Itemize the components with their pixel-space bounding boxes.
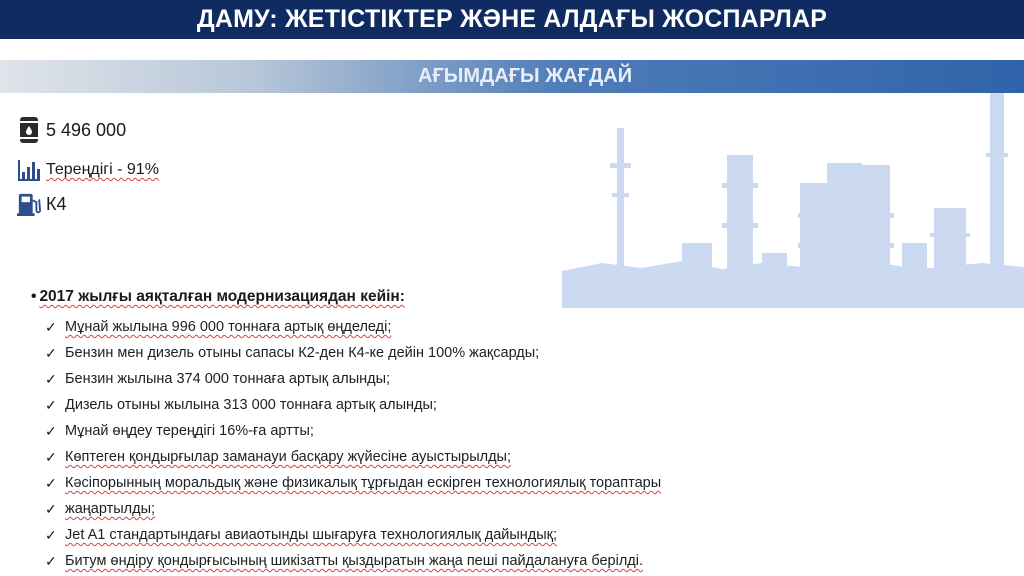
list-item-text: Мұнай жылына 996 000 тоннаға артық өңделеді; xyxy=(65,319,392,335)
check-icon: ✓ xyxy=(45,553,57,569)
list-item xyxy=(45,496,661,522)
stat-depth-text xyxy=(46,161,159,179)
stat-volume-text: 5 496 000 xyxy=(46,119,127,140)
section-bar xyxy=(0,60,1024,93)
fuel-pump-icon xyxy=(17,190,41,218)
stat-standard-text: К4 xyxy=(46,193,67,214)
list-item-text: Jet A1 стандартындағы авиаотынды шығаруға технологиялық дайындық; xyxy=(65,527,558,543)
page-title: ДАМУ: ЖЕТІСТІКТЕР ЖӘНЕ АЛДАҒЫ ЖОСПАРЛАР xyxy=(196,5,828,33)
list-item xyxy=(45,418,661,444)
check-icon: ✓ xyxy=(45,501,57,517)
list-item-text: Көптеген қондырғылар заманауи басқару жүйесіне ауыстырылды; xyxy=(65,449,512,465)
intro-heading xyxy=(31,288,405,306)
bar-chart-icon xyxy=(17,156,41,184)
stat-volume xyxy=(17,116,126,144)
section-title: АҒЫМДАҒЫ ЖАҒДАЙ xyxy=(418,65,633,87)
check-icon: ✓ xyxy=(45,475,57,491)
stat-standard xyxy=(17,190,67,218)
list-item-text: Кәсіпорынның моральдық және физикалық тұрғыдан ескірген технологиялық тораптары xyxy=(65,475,662,491)
list-item-text: Битум өндіру қондырғысының шикізатты қыздыратын жаңа пеші пайдалануға берілді. xyxy=(65,553,643,569)
list-item xyxy=(45,392,661,418)
check-icon: ✓ xyxy=(45,527,57,543)
list-item-text: Бензин жылына 374 000 тоннаға артық алынды; xyxy=(65,371,391,387)
achievements-list xyxy=(45,314,661,574)
check-icon: ✓ xyxy=(45,345,57,361)
refinery-silhouette xyxy=(562,93,1024,308)
list-item xyxy=(45,522,661,548)
list-item xyxy=(45,548,661,574)
check-icon: ✓ xyxy=(45,371,57,387)
list-item xyxy=(45,470,661,496)
list-item-text: жаңартылды; xyxy=(65,501,156,517)
list-item-text: Мұнай өңдеу тереңдігі 16%-ға артты; xyxy=(65,423,314,439)
list-item xyxy=(45,340,661,366)
stat-depth xyxy=(17,156,159,184)
list-item-text: Дизель отыны жылына 313 000 тоннаға артық алынды; xyxy=(65,397,437,413)
list-item-text: Бензин мен дизель отыны сапасы К2-ден К4-ке дейін 100% жақсарды; xyxy=(65,345,540,361)
list-item xyxy=(45,444,661,470)
check-icon: ✓ xyxy=(45,319,57,335)
list-item xyxy=(45,366,661,392)
stat-depth-label: Тереңдігі - 91% xyxy=(46,161,159,178)
check-icon: ✓ xyxy=(45,423,57,439)
intro-text: 2017 жылғы аяқталған модернизациядан кейін: xyxy=(39,288,405,305)
oil-barrel-icon xyxy=(17,116,41,144)
bullet: • xyxy=(31,288,37,305)
check-icon: ✓ xyxy=(45,397,57,413)
list-item xyxy=(45,314,661,340)
check-icon: ✓ xyxy=(45,449,57,465)
title-bar xyxy=(0,0,1024,39)
